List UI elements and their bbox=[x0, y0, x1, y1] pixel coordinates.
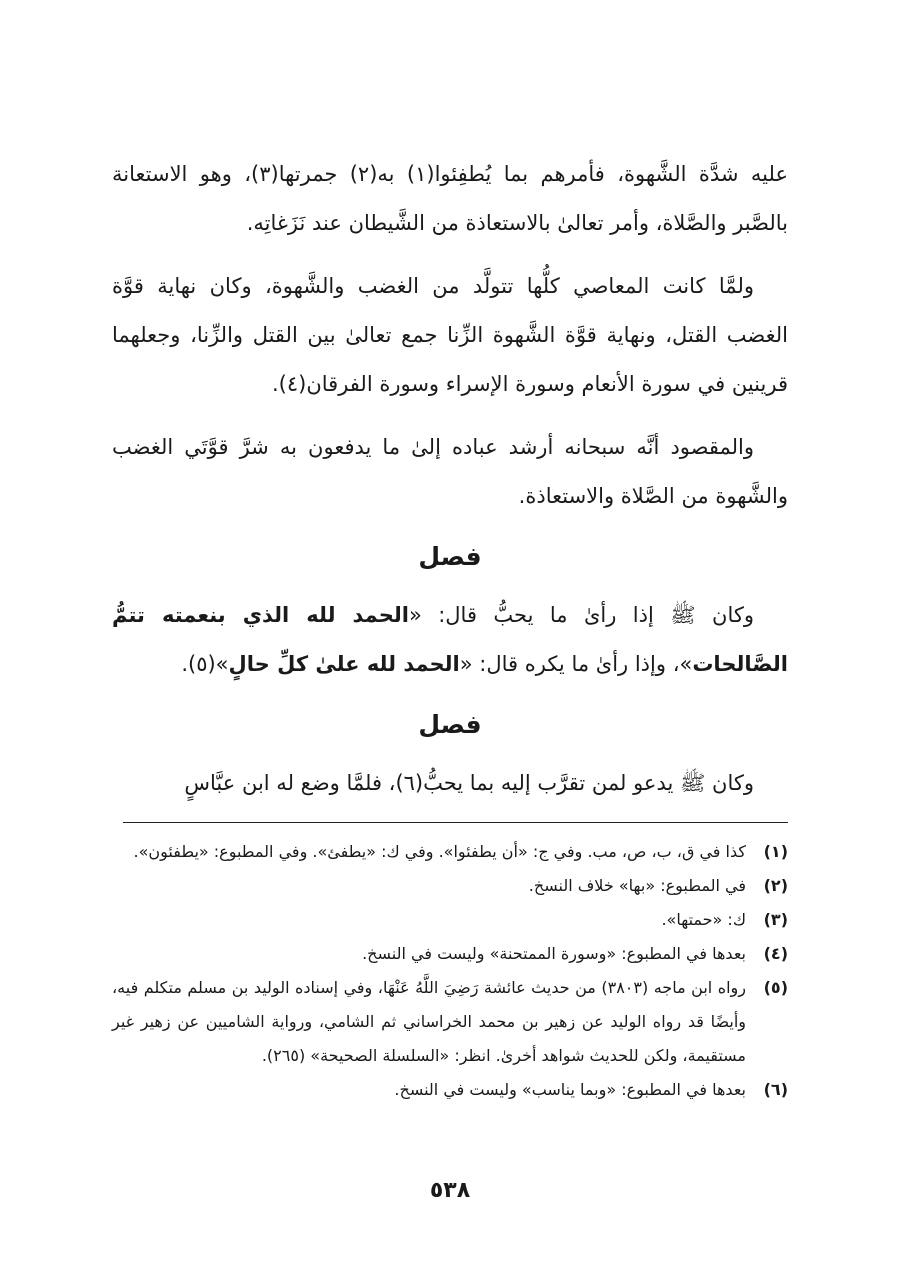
footnote-item bbox=[112, 971, 788, 1073]
paragraph-4-part-e: »(٥). bbox=[181, 652, 229, 676]
footnote-item bbox=[112, 1073, 788, 1107]
page-content bbox=[112, 150, 788, 1107]
footnote-text: في المطبوع: «بها» خلاف النسخ. bbox=[528, 876, 746, 895]
paragraph-2: ولمَّا كانت المعاصي كلُّها تتولَّد من الغضب والشَّهوة، وكان نهاية قوَّة الغضب القتل، ونهاية قوَّة الشَّهوة الزِّنا جمع تعالىٰ بين القتل والزِّنا، وجعلهما قرينين في سورة الأنعام وسورة الإسراء وسورة الفرقان(٤). bbox=[112, 274, 788, 396]
paragraph-4-part-a: وكان ﷺ إذا رأىٰ ما يحبُّ قال: « bbox=[408, 603, 754, 627]
footnote-text: كذا في ق، ب، ص، مب. وفي ج: «أن يطفئوا». وفي ك: «يطفئ». وفي المطبوع: «يطفئون». bbox=[133, 842, 746, 861]
section-heading-2: فصل bbox=[418, 710, 482, 739]
footnote-number: (٤) bbox=[763, 944, 788, 963]
section-heading-1: فصل bbox=[418, 542, 482, 571]
paragraph-4-part-c: »، وإذا رأىٰ ما يكره قال: « bbox=[459, 652, 693, 676]
paragraph-5: وكان ﷺ يدعو لمن تقرَّب إليه بما يحبُّ(٦)، فلمَّا وضع له ابن عبَّاسٍ bbox=[184, 771, 754, 795]
footnote-item bbox=[112, 937, 788, 971]
page-number: ٥٣٨ bbox=[429, 1178, 471, 1203]
hadith-quote-2: الحمد لله علىٰ كلِّ حالٍ bbox=[228, 652, 460, 676]
footnote-divider bbox=[123, 822, 788, 823]
hadith-quote-1: الحمد لله الذي بنعمته تتمُّ الصَّالحات bbox=[112, 603, 788, 676]
footnote-text: رواه ابن ماجه (٣٨٠٣) من حديث عائشة رَضِيَ اللَّهُ عَنْهَا، وفي إسناده الوليد بن مسلم متكلم فيه، وأيضًا قد رواه الوليد عن زهير بن محمد الخراساني ثم الشامي، ورواية الشاميين عن زهير غير مستقيمة، ولكن للحديث شواهد أخرىٰ. انظر: «السلسلة الصحيحة» (٢٦٥). bbox=[112, 978, 747, 1065]
footnote-text: ك: «حمتها». bbox=[661, 910, 746, 929]
footnote-number: (٥) bbox=[763, 978, 788, 997]
footnotes-list bbox=[112, 835, 788, 1107]
footnote-number: (١) bbox=[763, 842, 788, 861]
paragraph-3: والمقصود أنَّه سبحانه أرشد عباده إلىٰ ما يدفعون به شرَّ قوَّتَي الغضب والشَّهوة من الصَّلاة والاستعاذة. bbox=[112, 435, 788, 508]
footnote-text: بعدها في المطبوع: «وسورة الممتحنة» وليست في النسخ. bbox=[362, 944, 746, 963]
footnote-number: (٢) bbox=[763, 876, 788, 895]
paragraph-4 bbox=[112, 591, 788, 689]
footnote-text: بعدها في المطبوع: «وبما يناسب» وليست في النسخ. bbox=[394, 1080, 746, 1099]
footnote-item bbox=[112, 903, 788, 937]
footnote-number: (٣) bbox=[763, 910, 788, 929]
footnote-number: (٦) bbox=[763, 1080, 788, 1099]
footnote-item bbox=[112, 835, 788, 869]
footnote-item bbox=[112, 869, 788, 903]
paragraph-1: عليه شدَّة الشَّهوة، فأمرهم بما يُطفِئوا(١) به(٢) جمرتها(٣)، وهو الاستعانة بالصَّبر والصَّلاة، وأمر تعالىٰ بالاستعاذة من الشَّيطان عند نَزَغاتِه. bbox=[112, 162, 788, 235]
